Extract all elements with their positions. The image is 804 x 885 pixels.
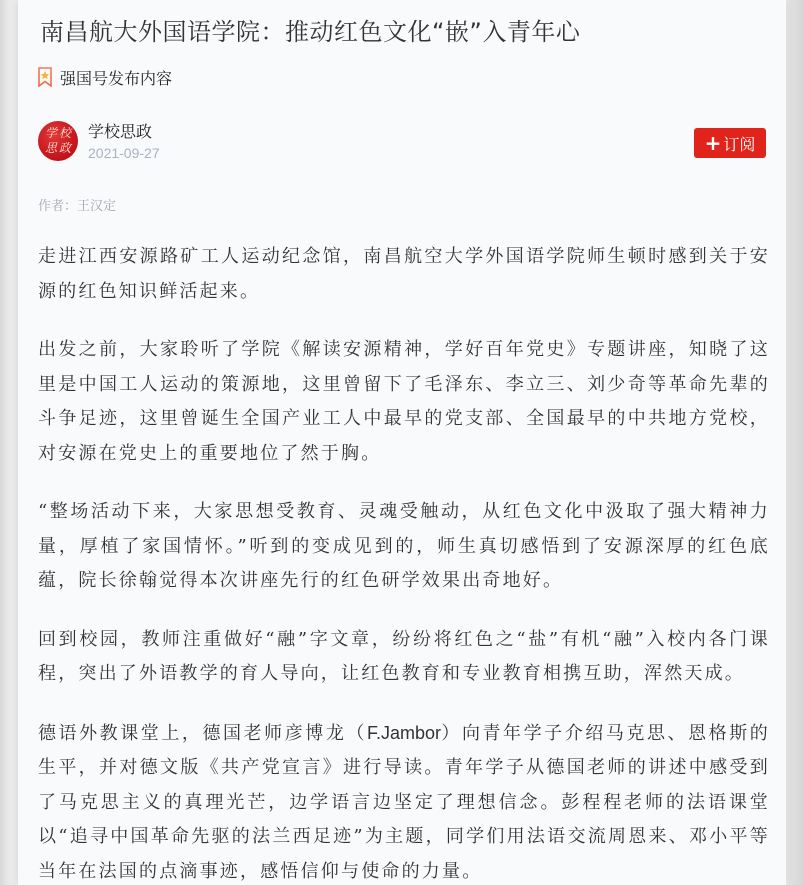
article-card (18, 0, 786, 885)
avatar[interactable] (38, 121, 78, 161)
publisher-row (38, 121, 766, 165)
article-body (38, 240, 770, 885)
latin-name: F.Jambor (366, 722, 442, 743)
publish-date: 2021-09-27 (88, 145, 160, 161)
paragraph: 回到校园，教师注重做好“融”字文章，纷纷将红色之“盐”有机“融”入校内各门课程，突出了外语教学的育人导向，让红色教育和专业教育相携互助，浑然天成。 (38, 628, 770, 684)
paragraph: 德语外教课堂上，德国老师彦博龙（F.Jambor）向青年学子介绍马克思、恩格斯的生平，并对德文版《共产党宣言》进行导读。青年学子从德国老师的讲述中感受到了马克思主义的真理光芒，边学语言边坚定了理想信念。彭程程老师的法语课堂以“追寻中国革命先驱的法兰西足迹”为主题，同学们用法语交流周恩来、邓小平等当年在法国的点滴事迹，感悟信仰与使命的力量。 (38, 722, 770, 882)
subscribe-button[interactable] (694, 128, 766, 158)
paragraph: “整场活动下来，大家思想受教育、灵魂受触动，从红色文化中汲取了强大精神力量，厚植了家国情怀。”听到的变成见到的，师生真切感悟到了安源深厚的红色底蕴，院长徐翰觉得本次讲座先行的红色研学效果出奇地好。 (38, 501, 770, 591)
source-label: 强国号发布内容 (60, 68, 173, 88)
paragraph: 出发之前，大家聆听了学院《解读安源精神，学好百年党史》专题讲座，知晓了这里是中国工人运动的策源地，这里曾留下了毛泽东、李立三、刘少奇等革命先辈的斗争足迹，这里曾诞生全国产业工人中最早的党支部、全国最早的中共地方党校，对安源在党史上的重要地位了然于胸。 (38, 339, 770, 464)
subscribe-label: 订阅 (723, 134, 756, 154)
article-title: 南昌航大外国语学院：推动红色文化“嵌”入青年心 (40, 18, 581, 46)
bookmark-star-icon (38, 67, 52, 87)
plus-icon: + (704, 131, 722, 155)
author-line: 作者：王汉定 (38, 199, 117, 214)
publisher-name[interactable]: 学校思政 (88, 122, 153, 141)
paragraph: 走进江西安源路矿工人运动纪念馆，南昌航空大学外国语学院师生顿时感到关于安源的红色知识鲜活起来。 (38, 246, 770, 302)
avatar-logo-text: 学 校 思 政 (44, 126, 71, 155)
source-tag (38, 66, 172, 88)
